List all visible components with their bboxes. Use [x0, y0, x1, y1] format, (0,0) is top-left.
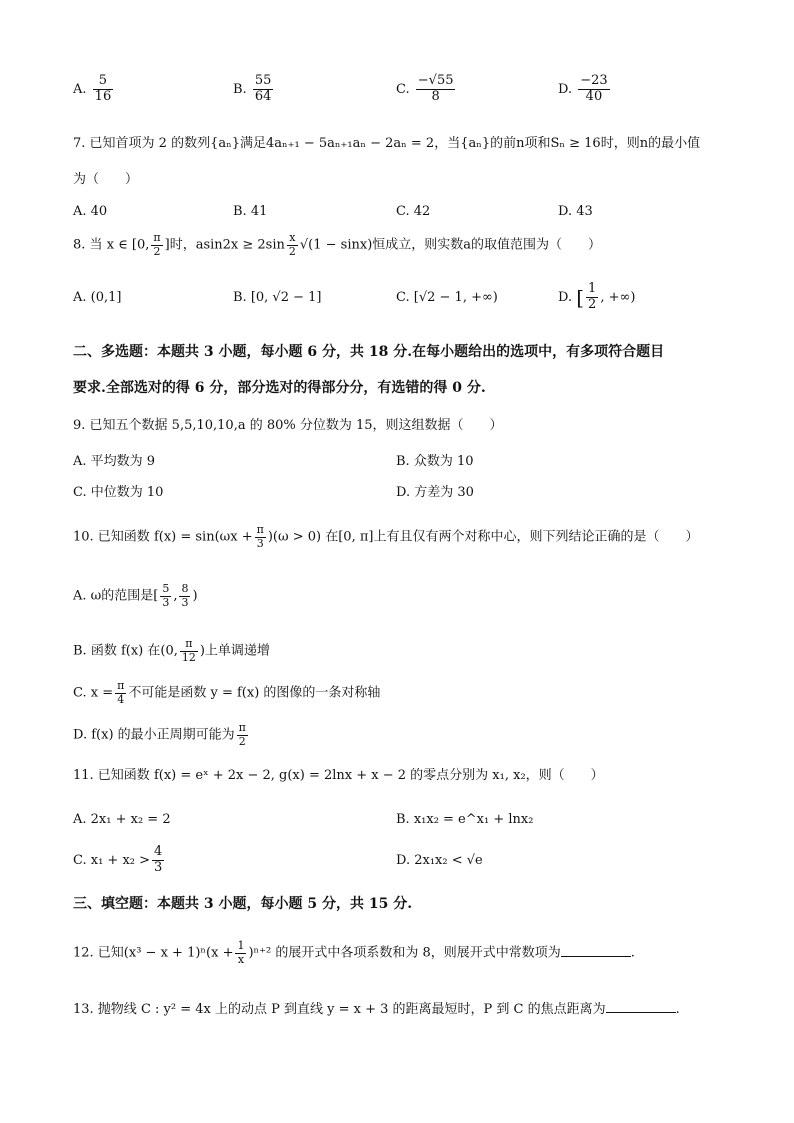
section-2-heading: 二、多选题：本题共 3 小题，每小题 6 分，共 18 分.在每小题给出的选项中，有多项符合题目: [73, 344, 665, 360]
denominator: 64: [254, 88, 272, 104]
q8-option-c: [396, 290, 498, 306]
denominator: 2: [238, 734, 246, 748]
option-label: A.: [73, 290, 87, 305]
q8-option-b: [233, 290, 322, 306]
fraction: [151, 232, 162, 258]
option-text: ): [192, 588, 198, 604]
option-text: C. x =: [73, 685, 114, 701]
numerator: 1: [237, 939, 245, 952]
fraction: [253, 74, 274, 105]
q9-option-d: D. 方差为 30: [396, 485, 474, 500]
q10-option-c: [73, 680, 380, 706]
denominator: 12: [181, 650, 196, 664]
section-2-heading-line2: 要求.全部选对的得 6 分，部分选对的得部分分，有选错的得 0 分.: [73, 380, 486, 396]
answer-blank[interactable]: [606, 1000, 676, 1013]
q12-stem: [73, 940, 635, 966]
q7-stem-line2: 为（ ）: [73, 172, 139, 187]
option-value: [√2 − 1, +∞): [413, 290, 498, 305]
fraction: [255, 524, 266, 550]
q8-option-a: [73, 290, 122, 306]
denominator: x: [237, 952, 245, 966]
denominator: 3: [154, 859, 163, 875]
option-value: , +∞): [600, 289, 636, 305]
numerator: π: [180, 638, 198, 652]
q7-option-a: A. 40: [73, 204, 108, 219]
answer-blank[interactable]: [561, 944, 631, 957]
numerator: 4: [154, 844, 163, 859]
q8-option-d: [558, 282, 635, 313]
numerator: x: [287, 232, 298, 246]
option-value: (0,1]: [90, 290, 122, 305]
section-3-heading: 三、填空题：本题共 3 小题，每小题 5 分，共 15 分.: [73, 896, 413, 912]
numerator: −√55: [417, 73, 454, 88]
numerator: π: [117, 679, 125, 692]
fraction: [416, 74, 456, 105]
q9-option-a: A. 平均数为 9: [73, 454, 156, 469]
numerator: π: [256, 523, 264, 536]
option-label: C.: [396, 290, 410, 305]
stem-text: )(ω > 0) 在[0, π]上有且仅有两个对称中心，则下列结论正确的是（ ）: [267, 529, 699, 545]
numerator: π: [238, 721, 246, 734]
q9-option-c: C. 中位数为 10: [73, 485, 164, 500]
q6-option-d: [558, 74, 612, 105]
q10-option-b: [73, 638, 270, 664]
option-text: C. x₁ + x₂ >: [73, 852, 151, 868]
q11-stem: 11. 已知函数 f(x) = eˣ + 2x − 2, g(x) = 2lnx + x − 2 的零点分别为 x₁, x₂，则（ ）: [73, 768, 604, 783]
stem-text: 12. 已知(x³ − x + 1)ⁿ(x +: [73, 945, 234, 961]
stem-text: .: [675, 1002, 680, 1017]
q7-option-c: C. 42: [396, 204, 431, 219]
stem-text: √(1 − sinx)恒成立，则实数a的取值范围为（ ）: [299, 237, 602, 253]
q10-stem: [73, 524, 698, 550]
option-value: [0, √2 − 1]: [250, 290, 322, 305]
option-label: B.: [233, 290, 247, 305]
denominator: 4: [117, 692, 125, 706]
stem-text: 8. 当: [73, 237, 103, 253]
fraction: [115, 680, 126, 706]
option-text: B. 函数 f(x) 在(0,: [73, 643, 178, 659]
stem-text: )ⁿ⁺² 的展开式中各项系数和为 8，则展开式中常数项为: [248, 945, 561, 961]
option-label: A.: [73, 81, 87, 97]
denominator: 3: [181, 595, 189, 609]
fraction: [578, 74, 609, 105]
q11-option-c: [73, 845, 166, 876]
option-label: D.: [558, 289, 573, 305]
fraction: [93, 74, 114, 105]
numerator: 55: [254, 73, 272, 88]
q10-option-d: [73, 722, 250, 748]
fraction: [586, 282, 598, 313]
denominator: 2: [153, 244, 161, 258]
denominator: 2: [588, 296, 597, 312]
q8-stem: [73, 232, 601, 258]
q11-option-b: B. x₁x₂ = e^x₁ + lnx₂: [396, 812, 534, 827]
stem-text: .: [630, 945, 635, 961]
option-text: A. ω的范围是[: [73, 588, 159, 604]
numerator: 1: [588, 281, 597, 296]
option-text: )上单调递增: [199, 643, 270, 659]
option-text: 不可能是函数 y = f(x) 的图像的一条对称轴: [128, 685, 381, 701]
fraction: [179, 583, 190, 609]
numerator: 8: [181, 582, 189, 595]
q11-option-a: A. 2x₁ + x₂ = 2: [73, 812, 171, 827]
denominator: 3: [256, 536, 264, 550]
q11-option-d: D. 2x₁x₂ < √e: [396, 853, 483, 868]
q6-option-b: [233, 74, 275, 105]
q6-option-a: [73, 74, 115, 105]
denominator: 16: [94, 88, 112, 104]
fraction: [237, 722, 248, 748]
denominator: 8: [431, 88, 440, 104]
q9-option-b: B. 众数为 10: [396, 454, 474, 469]
option-text: D. f(x) 的最小正周期可能为: [73, 727, 235, 743]
denominator: 3: [162, 595, 170, 609]
fraction: [235, 940, 246, 966]
numerator: π: [153, 231, 161, 244]
stem-text: 10. 已知函数 f(x) = sin(ωx +: [73, 529, 253, 545]
option-label: D.: [558, 81, 573, 97]
fraction: [152, 845, 164, 876]
option-label: C.: [396, 81, 410, 97]
q10-option-a: A. ω的范围是[ $\frac{5}{3}$ , $\frac{8}{3}$ ): [73, 582, 198, 609]
q7-option-d: D. 43: [558, 204, 593, 219]
q6-option-c: [396, 74, 457, 105]
math-text: ]时，asin2x ≥ 2sin: [164, 237, 285, 253]
q9-stem: 9. 已知五个数据 5,5,10,10,a 的 80% 分位数为 15，则这组数据（ ）: [73, 418, 503, 433]
math-text: x ∈ [0,: [106, 237, 150, 253]
fraction: [287, 232, 298, 258]
numerator: −23: [580, 73, 608, 88]
denominator: 40: [585, 88, 603, 104]
q7-stem: 7. 已知首项为 2 的数列{aₙ}满足4aₙ₊₁ − 5aₙ₊₁aₙ − 2aₙ = 2，当{aₙ}的前n项和Sₙ ≥ 16时，则n的最小值: [73, 136, 701, 151]
fraction: [180, 638, 198, 664]
fraction: [160, 583, 171, 609]
bracket: [: [576, 285, 585, 310]
q13-stem: [73, 1000, 680, 1018]
numerator: 5: [162, 582, 170, 595]
denominator: 2: [288, 244, 296, 258]
option-label: B.: [233, 81, 247, 97]
q7-option-b: B. 41: [233, 204, 268, 219]
numerator: 5: [93, 74, 114, 90]
stem-text: 13. 抛物线 C : y² = 4x 上的动点 P 到直线 y = x + 3 的距离最短时，P 到 C 的焦点距离为: [73, 1002, 606, 1017]
